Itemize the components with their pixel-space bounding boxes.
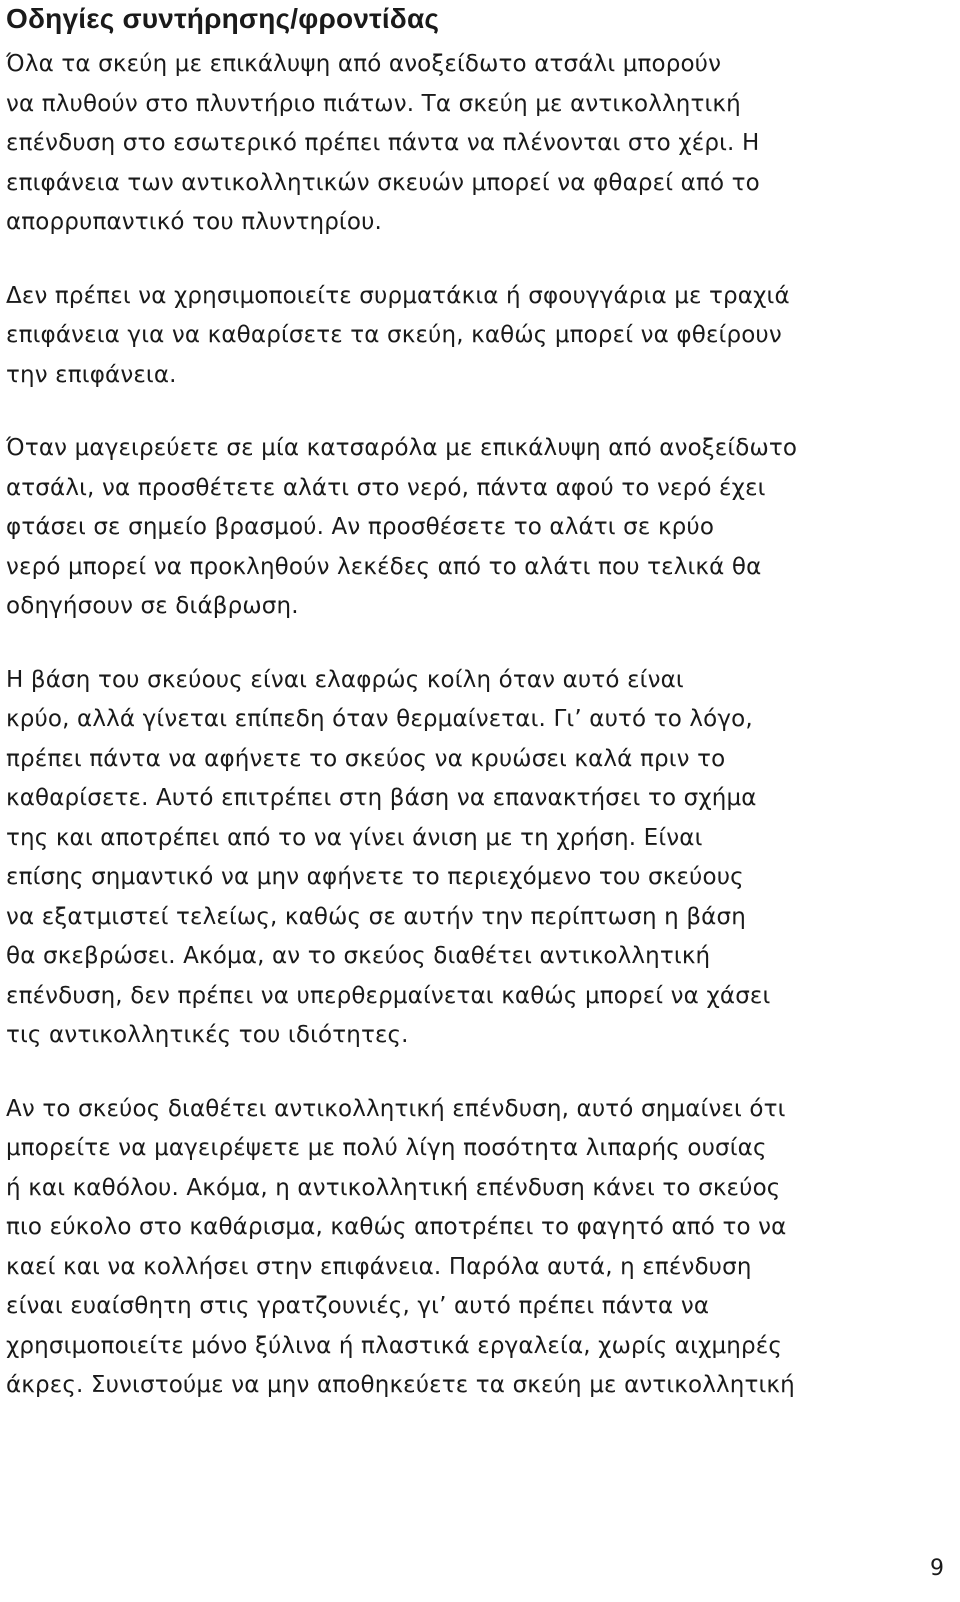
document-page — [6, 0, 954, 1406]
paragraph-salt — [6, 429, 954, 627]
paragraph-line: πιο εύκολο στο καθάρισμα, καθώς αποτρέπει το φαγητό από το να — [6, 1214, 787, 1240]
paragraph-line: νερό μπορεί να προκληθούν λεκέδες από το αλάτι που τελικά θα — [6, 553, 762, 580]
paragraph-line: ατσάλι, να προσθέτετε αλάτι στο νερό, πάντα αφού το νερό έχει — [6, 474, 766, 501]
paragraph-line: να πλυθούν στο πλυντήριο πιάτων. Τα σκεύη με αντικολλητική — [6, 90, 741, 117]
paragraph-line: της και αποτρέπει από το να γίνει άνιση με τη χρήση. Είναι — [6, 824, 703, 851]
paragraph-line: Αν το σκεύος διαθέτει αντικολλητική επένδυση, αυτό σημαίνει ότι — [6, 1095, 786, 1122]
paragraph-line: οδηγήσουν σε διάβρωση. — [6, 593, 299, 619]
paragraph-line: Όταν μαγειρεύετε σε μία κατσαρόλα με επικάλυψη από ανοξείδωτο — [6, 435, 798, 461]
paragraph-line: πρέπει πάντα να αφήνετε το σκεύος να κρυώσει καλά πριν το — [6, 745, 726, 772]
paragraph-line: επίσης σημαντικό να μην αφήνετε το περιεχόμενο του σκεύους — [6, 864, 744, 890]
paragraph-line: τις αντικολλητικές του ιδιότητες. — [6, 1022, 409, 1048]
paragraph-line: επιφάνεια των αντικολλητικών σκευών μπορεί να φθαρεί από το — [6, 169, 760, 196]
paragraph-line: ή και καθόλου. Ακόμα, η αντικολλητική επένδυση κάνει το σκεύος — [6, 1174, 781, 1201]
paragraph-line: απορρυπαντικό του πλυντηρίου. — [6, 209, 383, 235]
paragraph-nonstick — [6, 1090, 954, 1406]
paragraph-line: χρησιμοποιείτε μόνο ξύλινα ή πλαστικά εργαλεία, χωρίς αιχμηρές — [6, 1332, 782, 1359]
page-number: 9 — [930, 1556, 944, 1581]
paragraph-scourers — [6, 277, 954, 396]
paragraph-line: καθαρίσετε. Αυτό επιτρέπει στη βάση να επανακτήσει το σχήμα — [6, 785, 757, 811]
paragraph-line: καεί και να κολλήσει στην επιφάνεια. Παρόλα αυτά, η επένδυση — [6, 1253, 752, 1280]
paragraph-line: να εξατμιστεί τελείως, καθώς σε αυτήν την περίπτωση η βάση — [6, 903, 746, 930]
paragraph-line: Η βάση του σκεύους είναι ελαφρώς κοίλη όταν αυτό είναι — [6, 666, 684, 693]
paragraph-line: επένδυση, δεν πρέπει να υπερθερμαίνεται καθώς μπορεί να χάσει — [6, 982, 771, 1009]
paragraph-dishwasher — [6, 45, 954, 243]
paragraph-line: Όλα τα σκεύη με επικάλυψη από ανοξείδωτο ατσάλι μπορούν — [6, 51, 722, 77]
paragraph-line: την επιφάνεια. — [6, 361, 177, 388]
paragraph-base — [6, 661, 954, 1056]
paragraph-line: μπορείτε να μαγειρέψετε με πολύ λίγη ποσότητα λιπαρής ουσίας — [6, 1135, 767, 1161]
paragraph-line: κρύο, αλλά γίνεται επίπεδη όταν θερμαίνεται. Γι’ αυτό το λόγο, — [6, 706, 753, 732]
paragraph-line: επένδυση στο εσωτερικό πρέπει πάντα να πλένονται στο χέρι. Η — [6, 130, 760, 156]
paragraph-line: άκρες. Συνιστούμε να μην αποθηκεύετε τα σκεύη με αντικολλητική — [6, 1372, 795, 1398]
page-title: Οδηγίες συντήρησης/φροντίδας — [6, 3, 440, 34]
paragraph-line: θα σκεβρώσει. Ακόμα, αν το σκεύος διαθέτει αντικολλητική — [6, 943, 711, 969]
paragraph-line: επιφάνεια για να καθαρίσετε τα σκεύη, καθώς μπορεί να φθείρουν — [6, 322, 782, 348]
paragraph-line: είναι ευαίσθητη στις γρατζουνιές, γι’ αυτό πρέπει πάντα να — [6, 1293, 710, 1319]
paragraph-line: φτάσει σε σημείο βρασμού. Αν προσθέσετε το αλάτι σε κρύο — [6, 514, 715, 540]
paragraph-line: Δεν πρέπει να χρησιμοποιείτε συρματάκια ή σφουγγάρια με τραχιά — [6, 282, 790, 309]
